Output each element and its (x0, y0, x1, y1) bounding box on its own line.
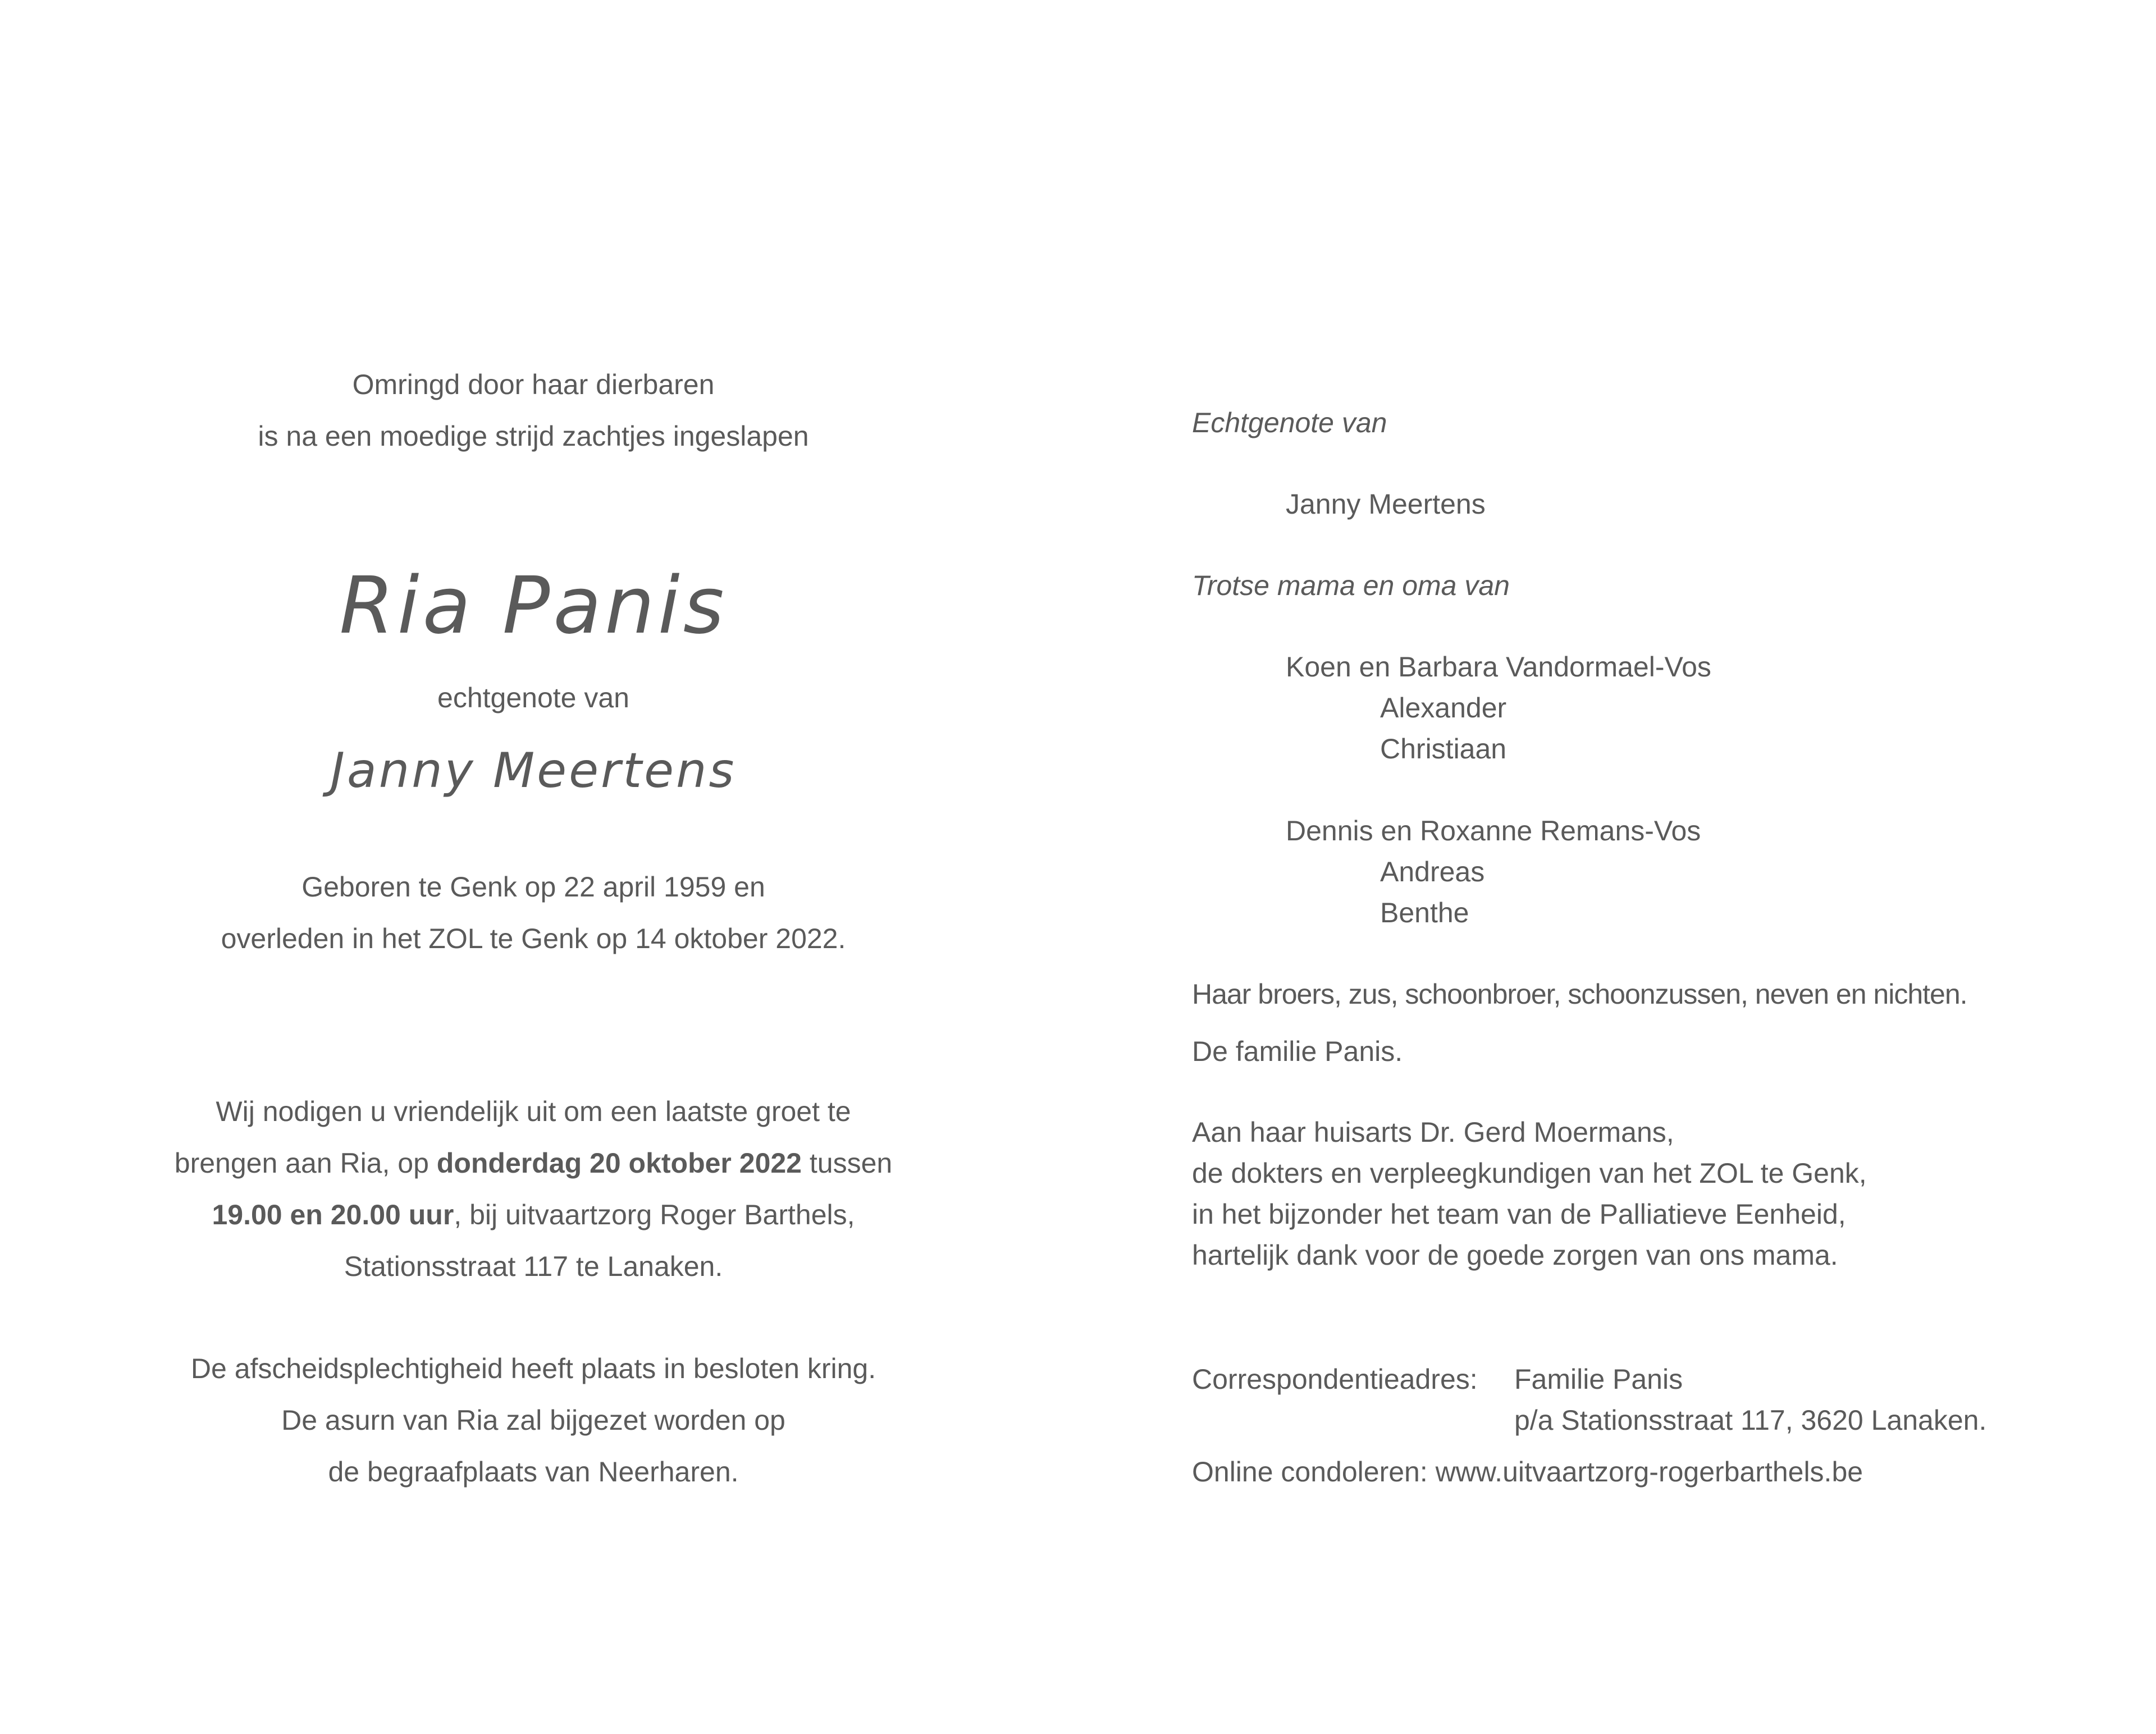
spouse-entry: Janny Meertens (1286, 488, 1486, 520)
birth-line: Geboren te Genk op 22 april 1959 en (302, 871, 765, 903)
farewell-line-1: De afscheidsplechtigheid heeft plaats in besloten kring. (190, 1353, 876, 1384)
online-condolence: Online condoleren: www.uitvaartzorg-rogerbarthels.be (1192, 1456, 1863, 1488)
spouse-name-large: Janny Meertens (330, 743, 737, 799)
family2-kid-2: Benthe (1380, 897, 1469, 928)
thanks-line-2: de dokters en verpleegkundigen van het ZOL te Genk, (1192, 1157, 1867, 1189)
farewell-line-2: De asurn van Ria zal bijgezet worden op (281, 1404, 785, 1436)
family2-parents: Dennis en Roxanne Remans-Vos (1286, 815, 1701, 847)
family1-kid-2: Christiaan (1380, 733, 1507, 765)
correspondence-label: Correspondentieadres: (1192, 1364, 1478, 1395)
thanks-line-1: Aan haar huisarts Dr. Gerd Moermans, (1192, 1117, 1674, 1148)
family1-kid-1: Alexander (1380, 692, 1507, 724)
invite-line-3: 19.00 en 20.00 uur, bij uitvaartzorg Roger Barthels, (212, 1199, 855, 1230)
death-line: overleden in het ZOL te Genk op 14 oktober 2022. (221, 923, 846, 954)
invite-line-4: Stationsstraat 117 te Lanaken. (344, 1251, 723, 1282)
family1-parents: Koen en Barbara Vandormael-Vos (1286, 651, 1711, 683)
intro-line-1: Omringd door haar dierbaren (352, 369, 715, 400)
family-name-line: De familie Panis. (1192, 1036, 1403, 1067)
spouse-label: echtgenote van (437, 682, 629, 713)
thanks-line-3: in het bijzonder het team van de Palliatieve Eenheid, (1192, 1198, 1846, 1230)
children-heading: Trotse mama en oma van (1192, 570, 1510, 601)
family2-kid-1: Andreas (1380, 856, 1485, 887)
intro-line-2: is na een moedige strijd zachtjes ingeslapen (258, 420, 809, 452)
correspondence-line-2: p/a Stationsstraat 117, 3620 Lanaken. (1514, 1404, 1987, 1436)
deceased-name: Ria Panis (339, 560, 728, 652)
thanks-line-4: hartelijk dank voor de goede zorgen van ons mama. (1192, 1239, 1838, 1271)
farewell-line-3: de begraafplaats van Neerharen. (328, 1456, 739, 1488)
relatives-line: Haar broers, zus, schoonbroer, schoonzussen, neven en nichten. (1192, 978, 1967, 1010)
invite-line-1: Wij nodigen u vriendelijk uit om een laatste groet te (216, 1096, 851, 1127)
invite-line-2: brengen aan Ria, op donderdag 20 oktober 2022 tussen (174, 1147, 893, 1179)
spouse-heading: Echtgenote van (1192, 407, 1387, 438)
correspondence-line-1: Familie Panis (1514, 1364, 1683, 1395)
